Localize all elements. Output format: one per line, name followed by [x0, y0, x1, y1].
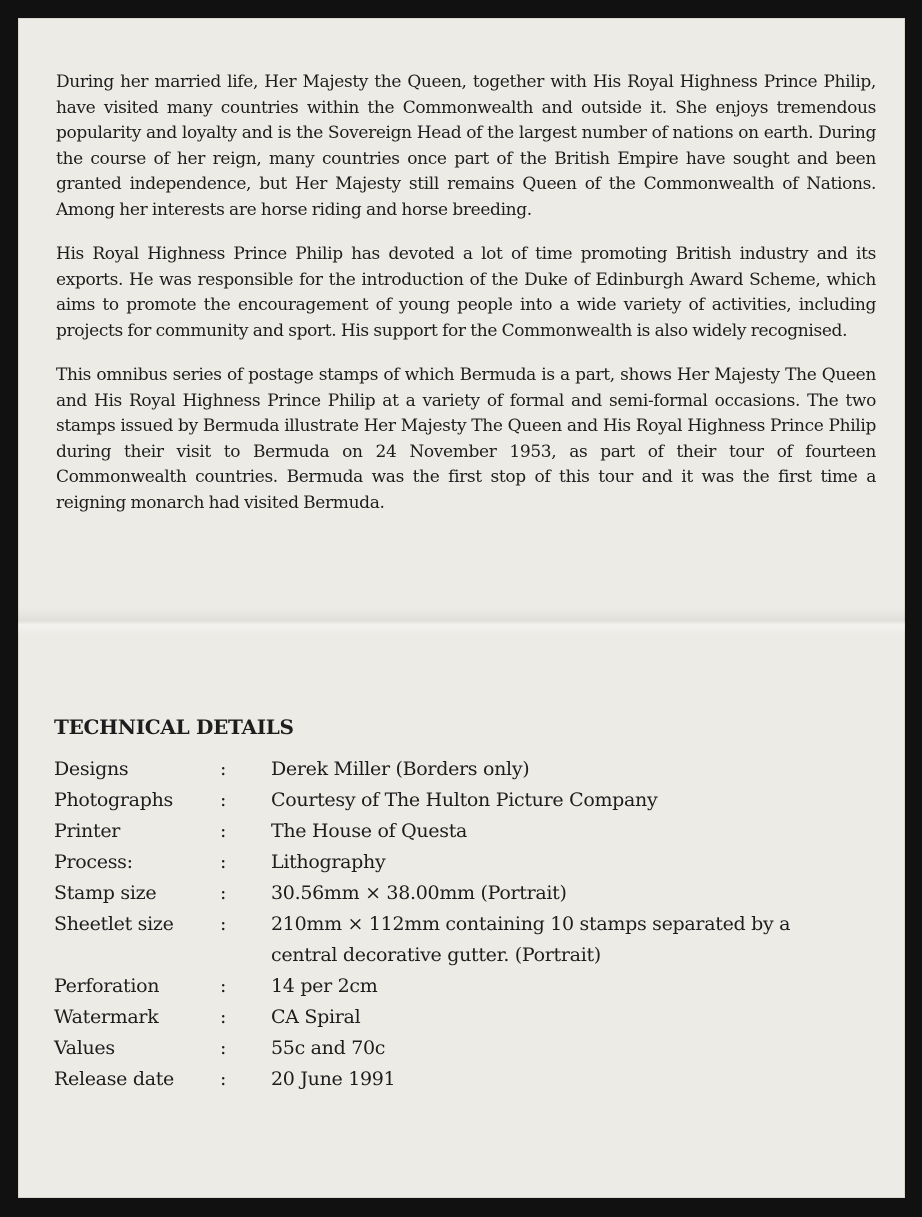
- technical-details-heading: TECHNICAL DETAILS: [54, 715, 294, 739]
- detail-separator: :: [220, 758, 227, 780]
- detail-value: CA Spiral: [271, 1006, 361, 1028]
- detail-separator: :: [220, 789, 227, 811]
- detail-row-stamp-size: [54, 878, 874, 909]
- detail-value: Courtesy of The Hulton Picture Company: [271, 789, 658, 811]
- detail-value: 30.56mm × 38.00mm (Portrait): [271, 882, 567, 904]
- detail-separator: :: [220, 1037, 227, 1059]
- detail-label: Photographs: [54, 789, 173, 811]
- detail-separator: :: [220, 1068, 227, 1090]
- intro-text: [56, 70, 876, 535]
- detail-label: Printer: [54, 820, 121, 842]
- detail-row-photographs: [54, 785, 874, 816]
- detail-separator: :: [220, 975, 227, 997]
- detail-row-perforation: [54, 971, 874, 1002]
- detail-label: Watermark: [54, 1006, 159, 1028]
- detail-row-printer: [54, 816, 874, 847]
- detail-value: 14 per 2cm: [271, 975, 378, 997]
- detail-separator: :: [220, 1006, 227, 1028]
- detail-label: Designs: [54, 758, 129, 780]
- technical-details: [54, 712, 874, 1095]
- detail-row-designs: [54, 754, 874, 785]
- detail-label: Process:: [54, 851, 133, 873]
- detail-row-watermark: [54, 1002, 874, 1033]
- detail-value: Lithography: [271, 851, 386, 873]
- detail-row-process: [54, 847, 874, 878]
- detail-row-values: [54, 1033, 874, 1064]
- paragraph-prince-philip: His Royal Highness Prince Philip has devoted a lot of time promoting British industry and its exports. He was responsible for the introduction of the Duke of Edinburgh Award Scheme, which aims to promote the encouragement of young people into a wide variety of activities, including projects for community and sport. His support for the Commonwealth is also widely recognised.: [56, 244, 876, 341]
- detail-separator: :: [220, 851, 227, 873]
- detail-separator: :: [220, 913, 227, 935]
- paragraph-omnibus-series: This omnibus series of postage stamps of which Bermuda is a part, shows Her Majesty The Queen and His Royal Highness Prince Philip at a variety of formal and semi-formal occasions. The two stamps issued by Bermuda illustrate Her Majesty The Queen and His Royal Highness Prince Philip during their visit to Bermuda on 24 November 1953, as part of their tour of fourteen Commonwealth countries. Bermuda was the first stop of this tour and it was the first time a reigning monarch had visited Bermuda.: [56, 365, 876, 513]
- detail-row-sheetlet-size: [54, 909, 874, 971]
- detail-label: Stamp size: [54, 882, 157, 904]
- detail-separator: :: [220, 820, 227, 842]
- detail-value: Derek Miller (Borders only): [271, 758, 530, 780]
- detail-value: 55c and 70c: [271, 1037, 386, 1059]
- detail-label: Values: [54, 1037, 115, 1059]
- detail-label: Sheetlet size: [54, 913, 174, 935]
- detail-value: 20 June 1991: [271, 1068, 396, 1090]
- detail-value: The House of Questa: [271, 820, 468, 842]
- detail-label: Perforation: [54, 975, 160, 997]
- document-sheet: [18, 18, 905, 1198]
- detail-separator: :: [220, 882, 227, 904]
- detail-row-release-date: [54, 1064, 874, 1095]
- paper-fold-line: [18, 608, 905, 636]
- paragraph-queen: During her married life, Her Majesty the Queen, together with His Royal Highness Prince Philip, have visited many countries within the Commonwealth and outside it. She enjoys tremendous popularity and loyalty and is the Sovereign Head of the largest number of nations on earth. During the course of her reign, many countries once part of the British Empire have sought and been granted independence, but Her Majesty still remains Queen of the Commonwealth of Nations. Among her interests are horse riding and horse breeding.: [56, 72, 876, 220]
- detail-value: 210mm × 112mm containing 10 stamps separated by a central decorative gutter. (Portrait): [271, 913, 791, 966]
- detail-label: Release date: [54, 1068, 175, 1090]
